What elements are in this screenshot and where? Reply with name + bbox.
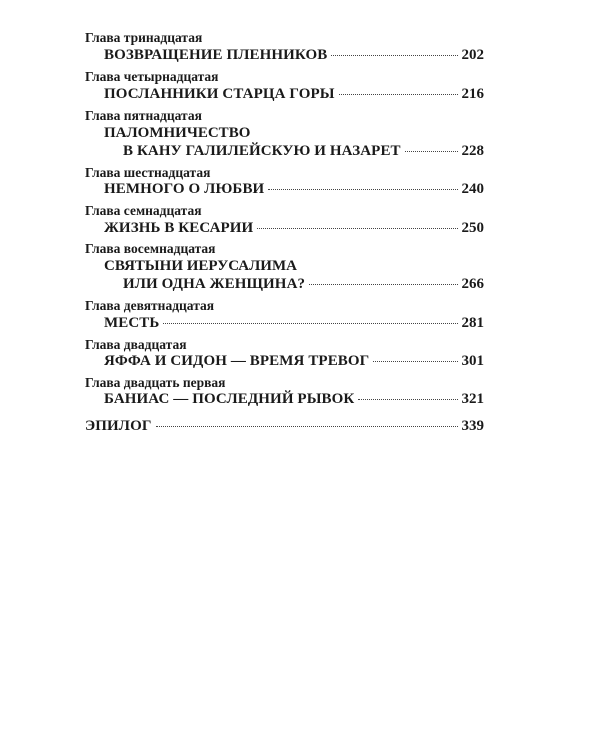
chapter-17-title: ЖИЗНЬ В КЕСАРИИ xyxy=(104,220,254,236)
chapter-16-entry[interactable] xyxy=(104,181,484,198)
chapter-20-entry[interactable] xyxy=(104,353,484,370)
chapter-14-entry[interactable] xyxy=(104,86,484,103)
leader-dots xyxy=(331,55,457,56)
chapter-20-page: 301 xyxy=(461,353,484,369)
chapter-14-title: ПОСЛАННИКИ СТАРЦА ГОРЫ xyxy=(104,86,335,102)
epilogue-entry[interactable] xyxy=(85,418,484,435)
chapter-17-label: Глава семнадцатая xyxy=(85,203,202,218)
epilogue-page: 339 xyxy=(461,418,484,434)
leader-dots xyxy=(156,426,458,427)
chapter-15-label: Глава пятнадцатая xyxy=(85,108,202,123)
chapter-15-entry[interactable] xyxy=(123,143,484,160)
chapter-15-title-line1: ПАЛОМНИЧЕСТВО xyxy=(104,125,251,141)
chapter-18-title-line1: СВЯТЫНИ ИЕРУСАЛИМА xyxy=(104,258,297,274)
chapter-13-page: 202 xyxy=(461,47,484,63)
chapter-18-title-line2: ИЛИ ОДНА ЖЕНЩИНА? xyxy=(123,276,306,292)
chapter-15-page: 228 xyxy=(461,143,484,159)
chapter-13-entry[interactable] xyxy=(104,47,484,64)
chapter-21-title: БАНИАС — ПОСЛЕДНИЙ РЫВОК xyxy=(104,391,355,407)
chapter-16-page: 240 xyxy=(461,181,484,197)
chapter-18-label: Глава восемнадцатая xyxy=(85,241,216,256)
chapter-18-entry[interactable] xyxy=(123,276,484,293)
chapter-15-title-line2: В КАНУ ГАЛИЛЕЙСКУЮ И НАЗАРЕТ xyxy=(123,143,401,159)
chapter-16-label: Глава шестнадцатая xyxy=(85,165,211,180)
chapter-13-title: ВОЗВРАЩЕНИЕ ПЛЕННИКОВ xyxy=(104,47,328,63)
leader-dots xyxy=(358,399,457,400)
chapter-14-page: 216 xyxy=(461,86,484,102)
leader-dots xyxy=(309,284,457,285)
leader-dots xyxy=(405,151,458,152)
epilogue-title: ЭПИЛОГ xyxy=(85,418,152,434)
chapter-17-entry[interactable] xyxy=(104,220,484,237)
chapter-21-page: 321 xyxy=(461,391,484,407)
chapter-14-label: Глава четырнадцатая xyxy=(85,69,219,84)
chapter-21-entry[interactable] xyxy=(104,391,484,408)
leader-dots xyxy=(257,228,457,229)
leader-dots xyxy=(268,189,457,190)
leader-dots xyxy=(339,94,458,95)
chapter-18-page: 266 xyxy=(461,276,484,292)
chapter-20-label: Глава двадцатая xyxy=(85,337,187,352)
chapter-13-label: Глава тринадцатая xyxy=(85,30,203,45)
chapter-17-page: 250 xyxy=(461,220,484,236)
chapter-19-page: 281 xyxy=(461,315,484,331)
leader-dots xyxy=(373,361,457,362)
chapter-19-label: Глава девятнадцатая xyxy=(85,298,215,313)
chapter-19-title: МЕСТЬ xyxy=(104,315,160,331)
leader-dots xyxy=(163,323,457,324)
chapter-21-label: Глава двадцать первая xyxy=(85,375,226,390)
chapter-20-title: ЯФФА И СИДОН — ВРЕМЯ ТРЕВОГ xyxy=(104,353,370,369)
chapter-16-title: НЕМНОГО О ЛЮБВИ xyxy=(104,181,265,197)
chapter-19-entry[interactable] xyxy=(104,315,484,332)
